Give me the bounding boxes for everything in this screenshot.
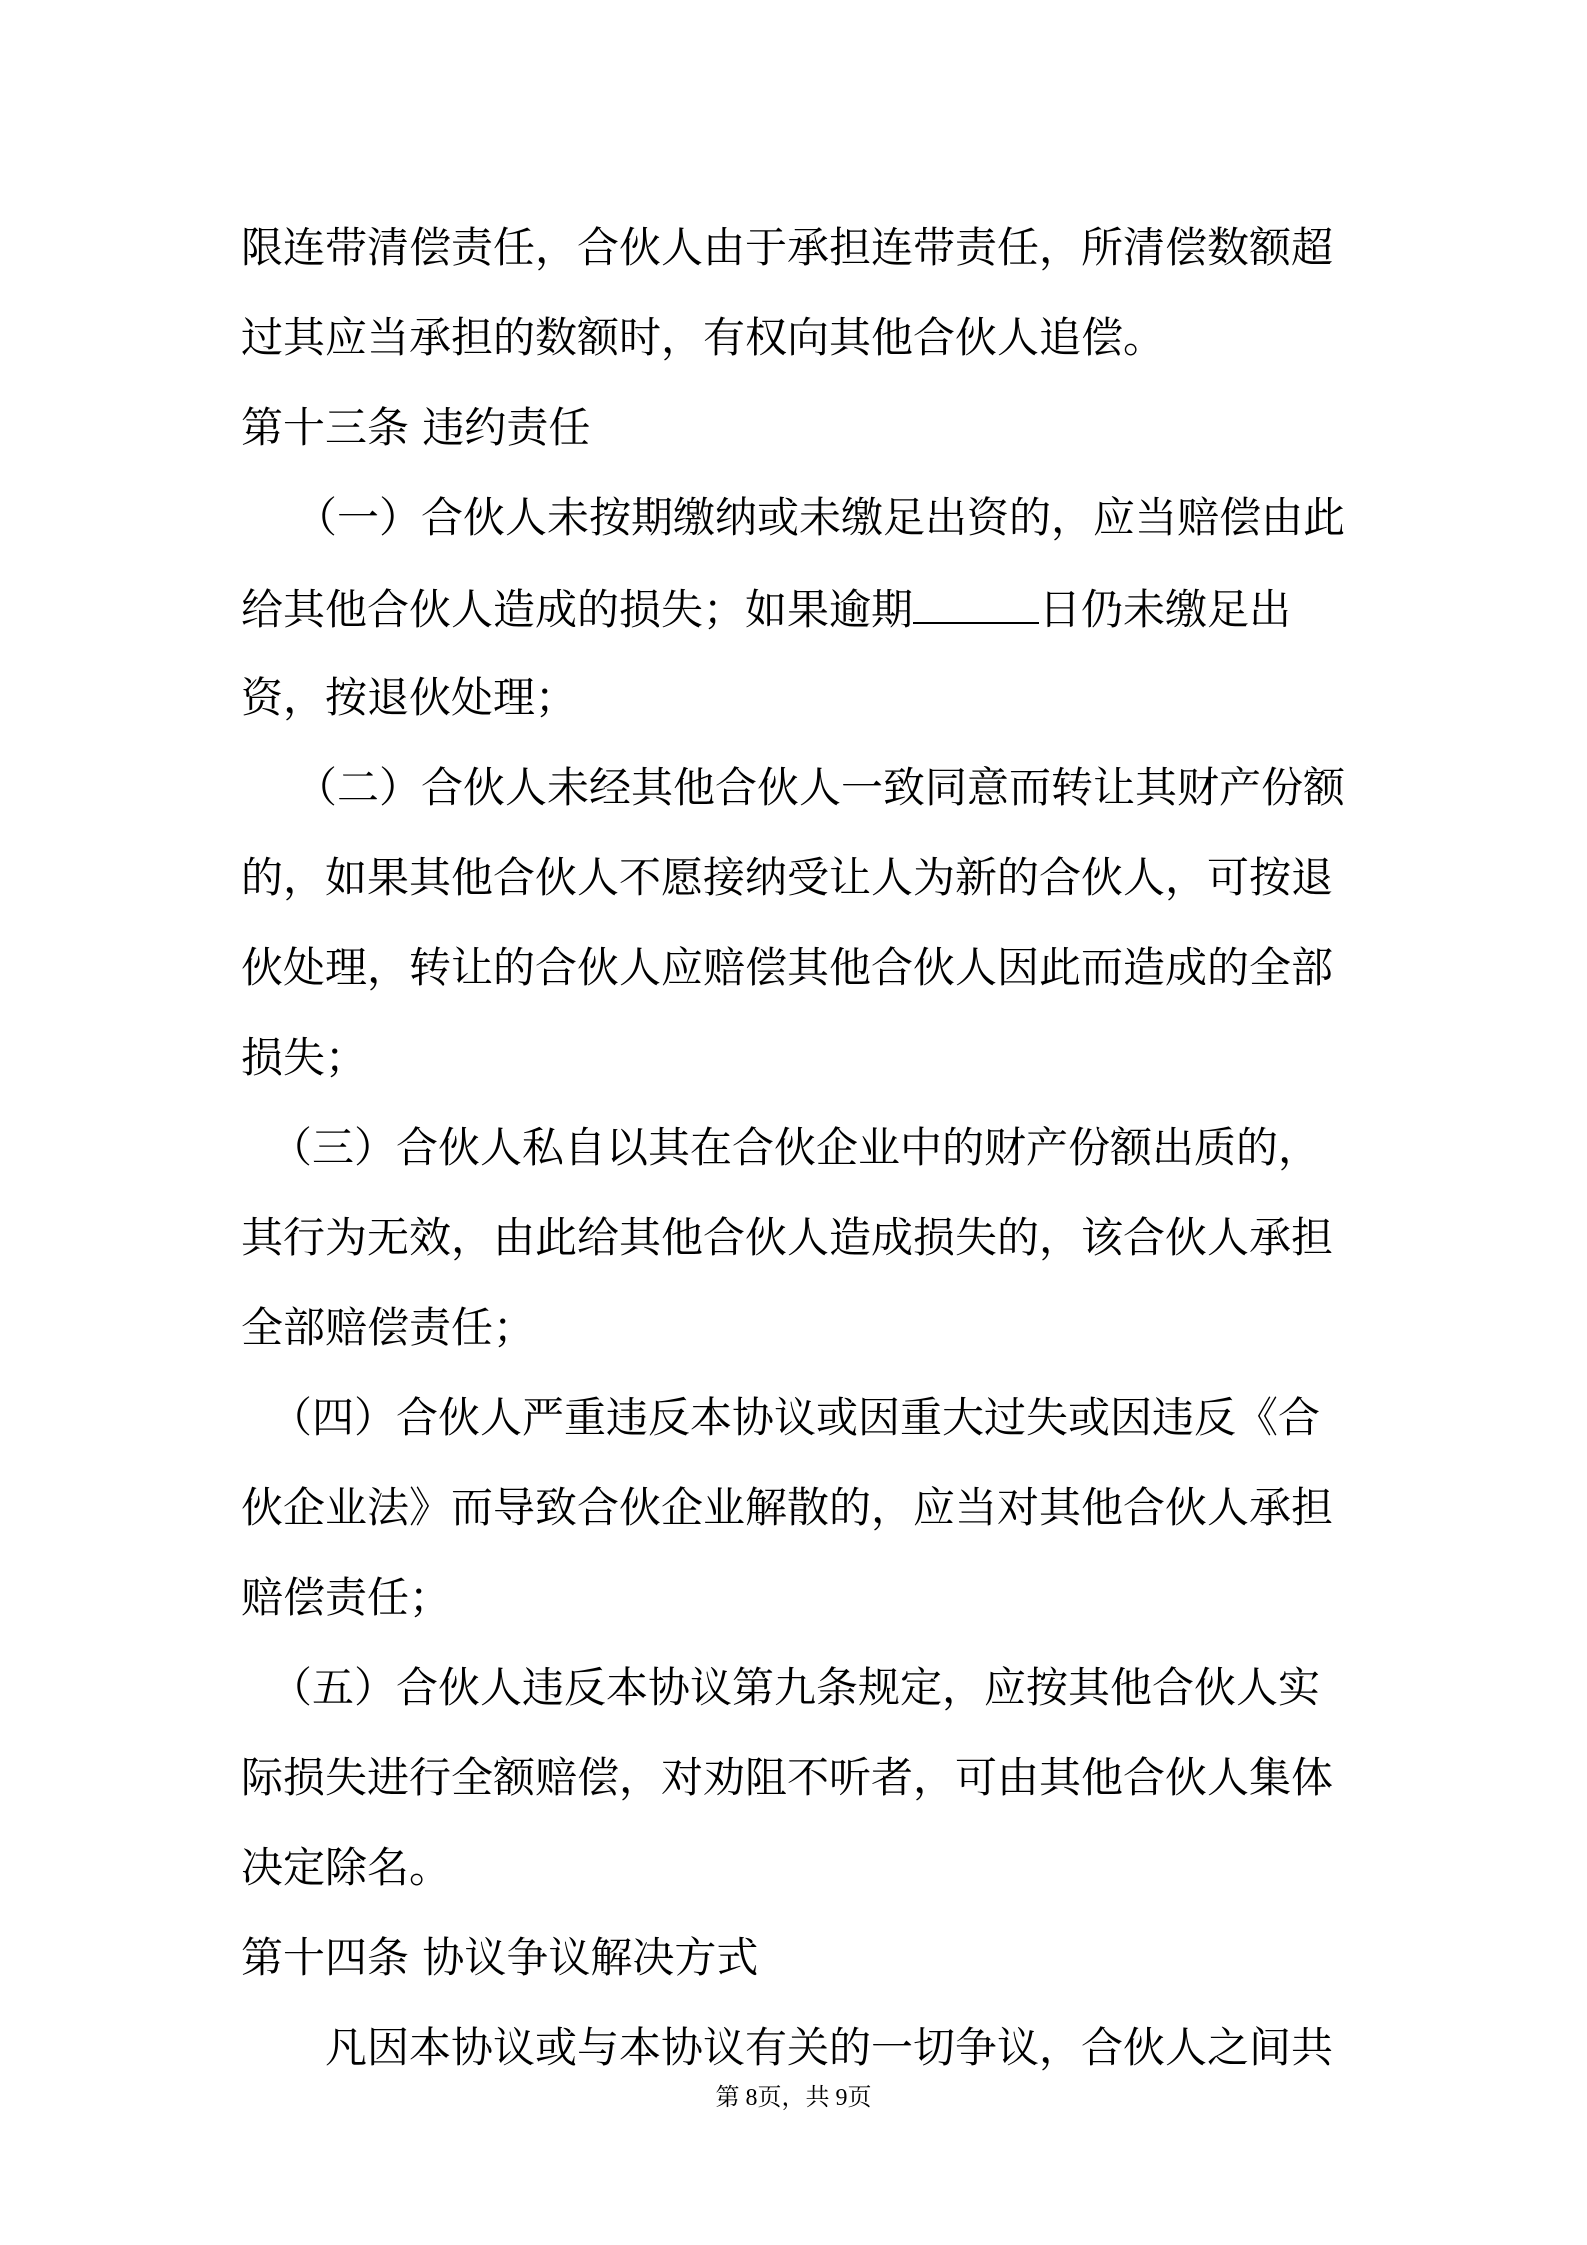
clause-1-line-3: 资，按退伙处理； bbox=[241, 673, 578, 722]
clause-3-line-3: 全部赔偿责任； bbox=[241, 1303, 536, 1352]
section-14-line-1: 凡因本协议或与本协议有关的一切争议，合伙人之间共 bbox=[325, 2023, 1334, 2072]
clause-3-line-1: （三）合伙人私自以其在合伙企业中的财产份额出质的， bbox=[270, 1123, 1321, 1172]
clause-4-line-1: （四）合伙人严重违反本协议或因重大过失或因违反《合 bbox=[270, 1393, 1321, 1442]
clause-1-line-2 bbox=[241, 578, 1291, 638]
text-line: 过其应当承担的数额时，有权向其他合伙人追偿。 bbox=[241, 313, 1166, 362]
clause-1-line-1: （一）合伙人未按期缴纳或未缴足出资的，应当赔偿由此 bbox=[295, 493, 1346, 542]
clause-4-line-2: 伙企业法》而导致合伙企业解散的，应当对其他合伙人承担 bbox=[241, 1483, 1334, 1532]
clause-3-line-2: 其行为无效，由此给其他合伙人造成损失的，该合伙人承担 bbox=[241, 1213, 1334, 1262]
clause-1-text-b: 日仍未缴足出 bbox=[1039, 585, 1292, 634]
blank-days-field bbox=[913, 578, 1039, 624]
text-line: 限连带清偿责任，合伙人由于承担连带责任，所清偿数额超 bbox=[241, 223, 1334, 272]
clause-4-line-3: 赔偿责任； bbox=[241, 1573, 452, 1622]
section-heading-14: 第十四条 协议争议解决方式 bbox=[241, 1933, 759, 1982]
clause-1-text-a: 给其他合伙人造成的损失；如果逾期 bbox=[241, 585, 914, 634]
clause-2-line-2: 的，如果其他合伙人不愿接纳受让人为新的合伙人，可按退 bbox=[241, 853, 1334, 902]
clause-2-line-4: 损失； bbox=[241, 1033, 368, 1082]
clause-2-line-1: （二）合伙人未经其他合伙人一致同意而转让其财产份额 bbox=[295, 763, 1346, 812]
clause-2-line-3: 伙处理，转让的合伙人应赔偿其他合伙人因此而造成的全部 bbox=[241, 943, 1334, 992]
clause-5-line-3: 决定除名。 bbox=[241, 1843, 452, 1892]
page-footer: 第 8页，共 9页 bbox=[715, 2085, 872, 2111]
section-heading-13: 第十三条 违约责任 bbox=[241, 403, 591, 452]
clause-5-line-2: 际损失进行全额赔偿，对劝阻不听者，可由其他合伙人集体 bbox=[241, 1753, 1334, 1802]
clause-5-line-1: （五）合伙人违反本协议第九条规定，应按其他合伙人实 bbox=[270, 1663, 1321, 1712]
